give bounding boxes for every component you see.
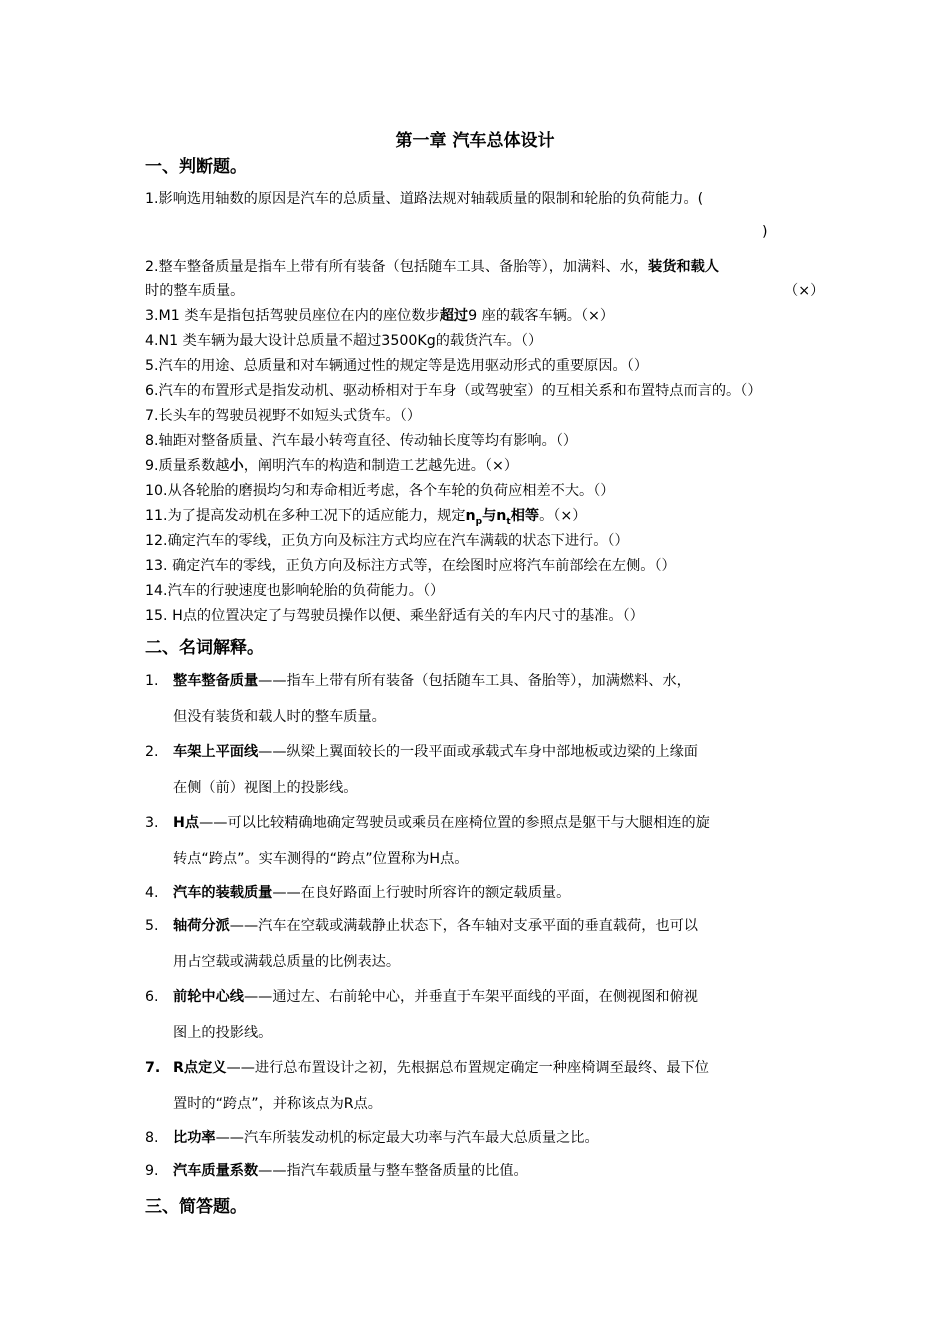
term-item: [145, 915, 698, 935]
term-item: [145, 670, 691, 690]
chapter-title: 第一章 汽车总体设计: [395, 131, 555, 151]
judge-q3-text: 3.M1 类车是指包括驾驶员座位在内的座位数步: [145, 308, 440, 324]
judge-q7: 7.长头车的驾驶员视野不如短头式货车。（）: [145, 408, 422, 424]
judge-q5: 5.汽车的用途、总质量和对车辆通过性的规定等是选用驱动形式的重要原因。（）: [145, 358, 649, 374]
term-name: 轴荷分派: [173, 918, 230, 934]
term-continuation: 但没有装货和载人时的整车质量。: [173, 709, 386, 725]
judge-q6: 6.汽车的布置形式是指发动机、驱动桥相对于车身（或驾驶室）的互相关系和布置特点而言的。（）: [145, 383, 762, 399]
term-name: 前轮中心线: [173, 989, 244, 1005]
judge-q2-mark: （×）: [784, 283, 825, 299]
section-heading-judge: 一、判断题。: [145, 157, 247, 177]
judge-q2-bold: 装货和载人: [648, 259, 719, 275]
judge-q3: [145, 305, 614, 325]
judge-q11-bold: 相等: [510, 508, 540, 524]
judge-q2-text: 2.整车整备质量是指车上带有所有装备（包括随车工具、备胎等），加满料、水，: [145, 259, 649, 275]
judge-q11-tail: 。（×）: [539, 508, 587, 524]
section-heading-terms: 二、名词解释。: [145, 638, 264, 658]
term-name: 比功率: [173, 1130, 216, 1146]
term-definition: ——汽车在空载或满载静止状态下，各车轴对支承平面的垂直载荷，也可以: [229, 918, 698, 934]
judge-q1: 1.影响选用轴数的原因是汽车的总质量、道路法规对轴载质量的限制和轮胎的负荷能力。(: [145, 191, 704, 207]
judge-q11-nt: n: [496, 508, 507, 524]
term-item: [145, 1160, 528, 1180]
judge-q3-bold: 超过: [439, 308, 469, 324]
term-number: 5.: [145, 918, 159, 934]
judge-q11-nt-sub: t: [506, 516, 511, 527]
judge-q11-np-sub: p: [475, 516, 483, 527]
term-name: 汽车质量系数: [173, 1163, 259, 1179]
term-number: 2.: [145, 744, 159, 760]
term-continuation: 图上的投影线。: [173, 1025, 273, 1041]
term-name: H点: [173, 815, 200, 831]
term-definition: ——纵梁上翼面较长的一段平面或承载式车身中部地板或边梁的上缘面: [258, 744, 698, 760]
judge-q2-cont: 时的整车质量。: [145, 283, 245, 299]
judge-q8: 8.轴距对整备质量、汽车最小转弯直径、传动轴长度等均有影响。（）: [145, 433, 578, 449]
term-continuation: 用占空载或满载总质量的比例表达。: [173, 954, 401, 970]
judge-q9-bold: 小: [229, 458, 244, 474]
term-number: 8.: [145, 1130, 159, 1146]
term-number: 6.: [145, 989, 159, 1005]
term-number: 7.: [145, 1060, 161, 1076]
judge-q11-and: 与: [482, 508, 497, 524]
term-definition: ——指车上带有所有装备（包括随车工具、备胎等），加满燃料、水，: [258, 673, 691, 689]
judge-q15: 15. H点的位置决定了与驾驶员操作以便、乘坐舒适有关的车内尺寸的基准。（）: [145, 608, 644, 624]
term-item: [145, 741, 698, 761]
term-name: 汽车的装载质量: [173, 885, 273, 901]
term-item: [145, 882, 570, 902]
term-item: [145, 1057, 709, 1077]
term-definition: ——可以比较精确地确定驾驶员或乘员在座椅位置的参照点是躯干与大腿相连的旋: [199, 815, 710, 831]
judge-q9-tail: ，阐明汽车的构造和制造工艺越先进。（×）: [243, 458, 519, 474]
judge-q2: [145, 256, 719, 276]
term-name: 车架上平面线: [173, 744, 259, 760]
term-number: 3.: [145, 815, 159, 831]
term-definition: ——指汽车载质量与整车整备质量的比值。: [258, 1163, 528, 1179]
judge-q10: 10.从各轮胎的磨损均匀和寿命相近考虑，各个车轮的负荷应相差不大。（）: [145, 483, 615, 499]
judge-q9-text: 9.质量系数越: [145, 458, 230, 474]
judge-q14: 14.汽车的行驶速度也影响轮胎的负荷能力。（）: [145, 583, 445, 599]
term-definition: ——通过左、右前轮中心，并垂直于车架平面线的平面，在侧视图和俯视: [243, 989, 698, 1005]
judge-q12: 12.确定汽车的零线，正负方向及标注方式均应在汽车满载的状态下进行。（）: [145, 533, 629, 549]
term-number: 1.: [145, 673, 159, 689]
term-number: 4.: [145, 885, 159, 901]
term-name: 整车整备质量: [173, 673, 259, 689]
term-item: [145, 812, 710, 832]
term-continuation: 在侧（前）视图上的投影线。: [173, 780, 358, 796]
judge-q11: [145, 505, 586, 527]
judge-q11-np: n: [465, 508, 476, 524]
judge-q9: [145, 455, 518, 475]
term-continuation: 置时的“跨点”，并称该点为R点。: [173, 1096, 382, 1112]
term-definition: ——在良好路面上行驶时所容许的额定载质量。: [272, 885, 571, 901]
term-definition: ——汽车所装发动机的标定最大功率与汽车最大总质量之比。: [215, 1130, 599, 1146]
term-continuation: 转点“跨点”。实车测得的“跨点”位置称为H点。: [173, 851, 469, 867]
judge-q3-tail: 9 座的载客车辆。（×）: [468, 308, 615, 324]
section-heading-short: 三、简答题。: [145, 1197, 247, 1217]
judge-q13: 13. 确定汽车的零线，正负方向及标注方式等，在绘图时应将汽车前部绘在左侧。（）: [145, 558, 676, 574]
term-number: 9.: [145, 1163, 159, 1179]
term-item: [145, 1127, 599, 1147]
term-name: R点定义: [173, 1060, 227, 1076]
term-item: [145, 986, 698, 1006]
judge-q11-text: 11.为了提高发动机在多种工况下的适应能力，规定: [145, 508, 466, 524]
term-definition: ——进行总布置设计之初，先根据总布置规定确定一种座椅调至最终、最下位: [226, 1060, 709, 1076]
judge-q1-close: ): [762, 224, 768, 240]
judge-q4: 4.N1 类车辆为最大设计总质量不超过3500Kg的载货汽车。（）: [145, 333, 543, 349]
